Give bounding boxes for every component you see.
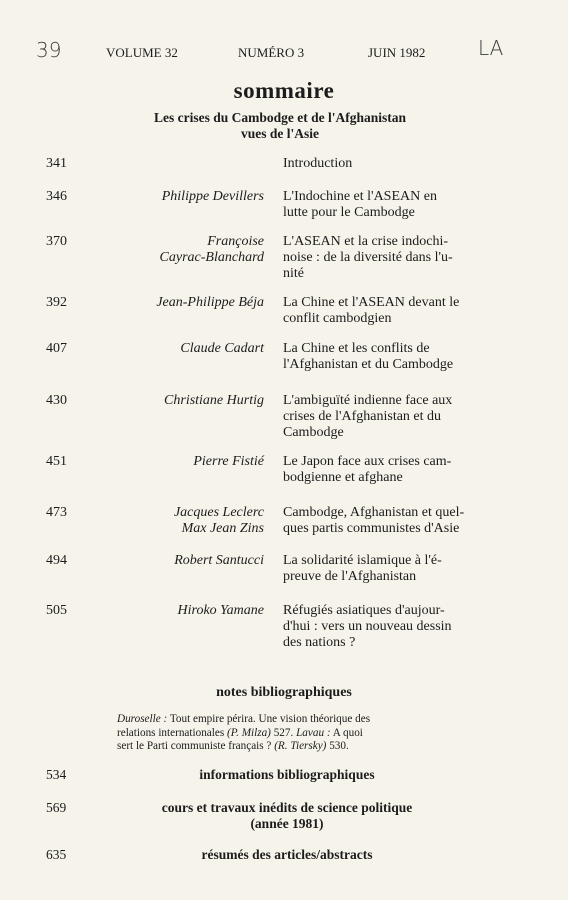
author-line: Hiroko Yamane [177, 603, 264, 618]
notes-line [117, 713, 452, 727]
page-title: sommaire [233, 78, 335, 103]
title-line: lutte pour le Cambodge [283, 205, 415, 220]
notes-line [117, 727, 452, 741]
notes-text: sert le Parti communiste français ? [117, 740, 275, 752]
section-title [112, 847, 462, 863]
page-number: 505 [46, 603, 67, 618]
notes-text: relations internationales [117, 726, 227, 739]
page-number: 569 [46, 800, 67, 815]
title-line: L'ASEAN et la crise indochi- [283, 234, 449, 249]
page-number: 494 [46, 553, 67, 568]
notes-text: A quoi [330, 726, 363, 739]
article-title [283, 189, 503, 221]
section-title [112, 767, 462, 783]
section-title [112, 800, 462, 832]
title-line: des nations ? [283, 635, 356, 650]
dossier-subtitle [100, 110, 460, 142]
title-line: l'Afghanistan et du Cambodge [283, 357, 454, 372]
subtitle-line: vues de l'Asie [240, 126, 319, 141]
article-title [283, 234, 503, 282]
author-line: Cayrac-Blanchard [159, 250, 264, 265]
notes-page: 527. [270, 726, 297, 739]
article-title [283, 341, 503, 373]
title-line: cours et travaux inédits de science politique [161, 800, 413, 815]
title-line: preuve de l'Afghanistan [283, 569, 417, 584]
article-title [283, 505, 503, 537]
author-line: Christiane Hurtig [164, 393, 264, 408]
title-line: Introduction [283, 156, 353, 171]
article-title [283, 603, 503, 651]
title-line: Cambodge [283, 425, 344, 440]
author-line: Pierre Fistié [193, 454, 264, 469]
article-title [283, 553, 503, 585]
notes-page: 530. [326, 740, 349, 752]
page-number: 370 [46, 234, 67, 249]
notes-line [117, 740, 452, 754]
article-author [174, 505, 264, 537]
author-line: Robert Santucci [174, 553, 264, 568]
article-author [178, 603, 264, 619]
title-line: L'ambiguïté indienne face aux [283, 393, 453, 408]
page-number: 473 [46, 505, 67, 520]
author-line: Jacques Leclerc [173, 505, 264, 520]
notes-body [117, 713, 452, 754]
title-line: d'hui : vers un nouveau dessin [283, 619, 452, 634]
author-line: Claude Cadart [180, 341, 264, 356]
handwritten-mark-right: LA [478, 36, 504, 60]
title-line: (année 1981) [250, 816, 324, 831]
author-line: Philippe Devillers [161, 189, 264, 204]
notes-text: Tout empire périra. Une vision théorique des [167, 713, 371, 725]
title-line: Le Japon face aux crises cam- [283, 454, 452, 469]
page-number: 635 [46, 847, 67, 862]
page-number: 341 [46, 156, 67, 171]
title-line: crises de l'Afghanistan et du [283, 409, 442, 424]
article-title [283, 295, 503, 327]
reviewed-author: Duroselle : [117, 713, 168, 725]
title-line: noise : de la diversité dans l'u- [283, 250, 453, 265]
author-line: Françoise [207, 234, 264, 249]
author-line: Max Jean Zins [181, 521, 264, 536]
title-line: résumés des articles/abstracts [201, 847, 373, 862]
notes-heading: notes bibliographiques [216, 685, 352, 700]
title-line: nité [283, 266, 304, 281]
title-line: bodgienne et afghane [283, 470, 403, 485]
author-line: Jean-Philippe Béja [156, 295, 264, 310]
title-line: Cambodge, Afghanistan et quel- [283, 505, 465, 520]
title-line: La Chine et l'ASEAN devant le [283, 295, 460, 310]
article-title [283, 156, 503, 172]
article-author [162, 189, 264, 205]
title-line: informations bibliographiques [199, 767, 375, 782]
volume-label: VOLUME 32 [106, 45, 178, 60]
title-line: La solidarité islamique à l'é- [283, 553, 442, 568]
title-line: ques partis communistes d'Asie [283, 521, 460, 536]
issue-date: JUIN 1982 [368, 45, 426, 60]
article-author [180, 341, 264, 357]
article-author [160, 234, 264, 266]
page-number: 430 [46, 393, 67, 408]
reviewer-name: (R. Tiersky) [274, 740, 327, 752]
article-author [156, 295, 264, 311]
title-line: La Chine et les conflits de [283, 341, 430, 356]
issue-number: NUMÉRO 3 [238, 45, 305, 60]
title-line: conflit cambodgien [283, 311, 392, 326]
subtitle-line: Les crises du Cambodge et de l'Afghanistan [153, 110, 406, 125]
page-number: 534 [46, 767, 67, 782]
page-number: 392 [46, 295, 67, 310]
handwritten-mark-left: 39 [36, 38, 62, 62]
page-number: 346 [46, 189, 67, 204]
article-author [174, 553, 264, 569]
page-number: 451 [46, 454, 67, 469]
reviewer-name: (P. Milza) [226, 726, 271, 739]
article-author [193, 454, 264, 470]
article-title [283, 454, 503, 486]
reviewed-author: Lavau : [296, 726, 331, 739]
article-title [283, 393, 503, 441]
article-author [164, 393, 264, 409]
page-number: 407 [46, 341, 67, 356]
title-line: L'Indochine et l'ASEAN en [283, 189, 437, 204]
title-line: Réfugiés asiatiques d'aujour- [283, 603, 445, 618]
